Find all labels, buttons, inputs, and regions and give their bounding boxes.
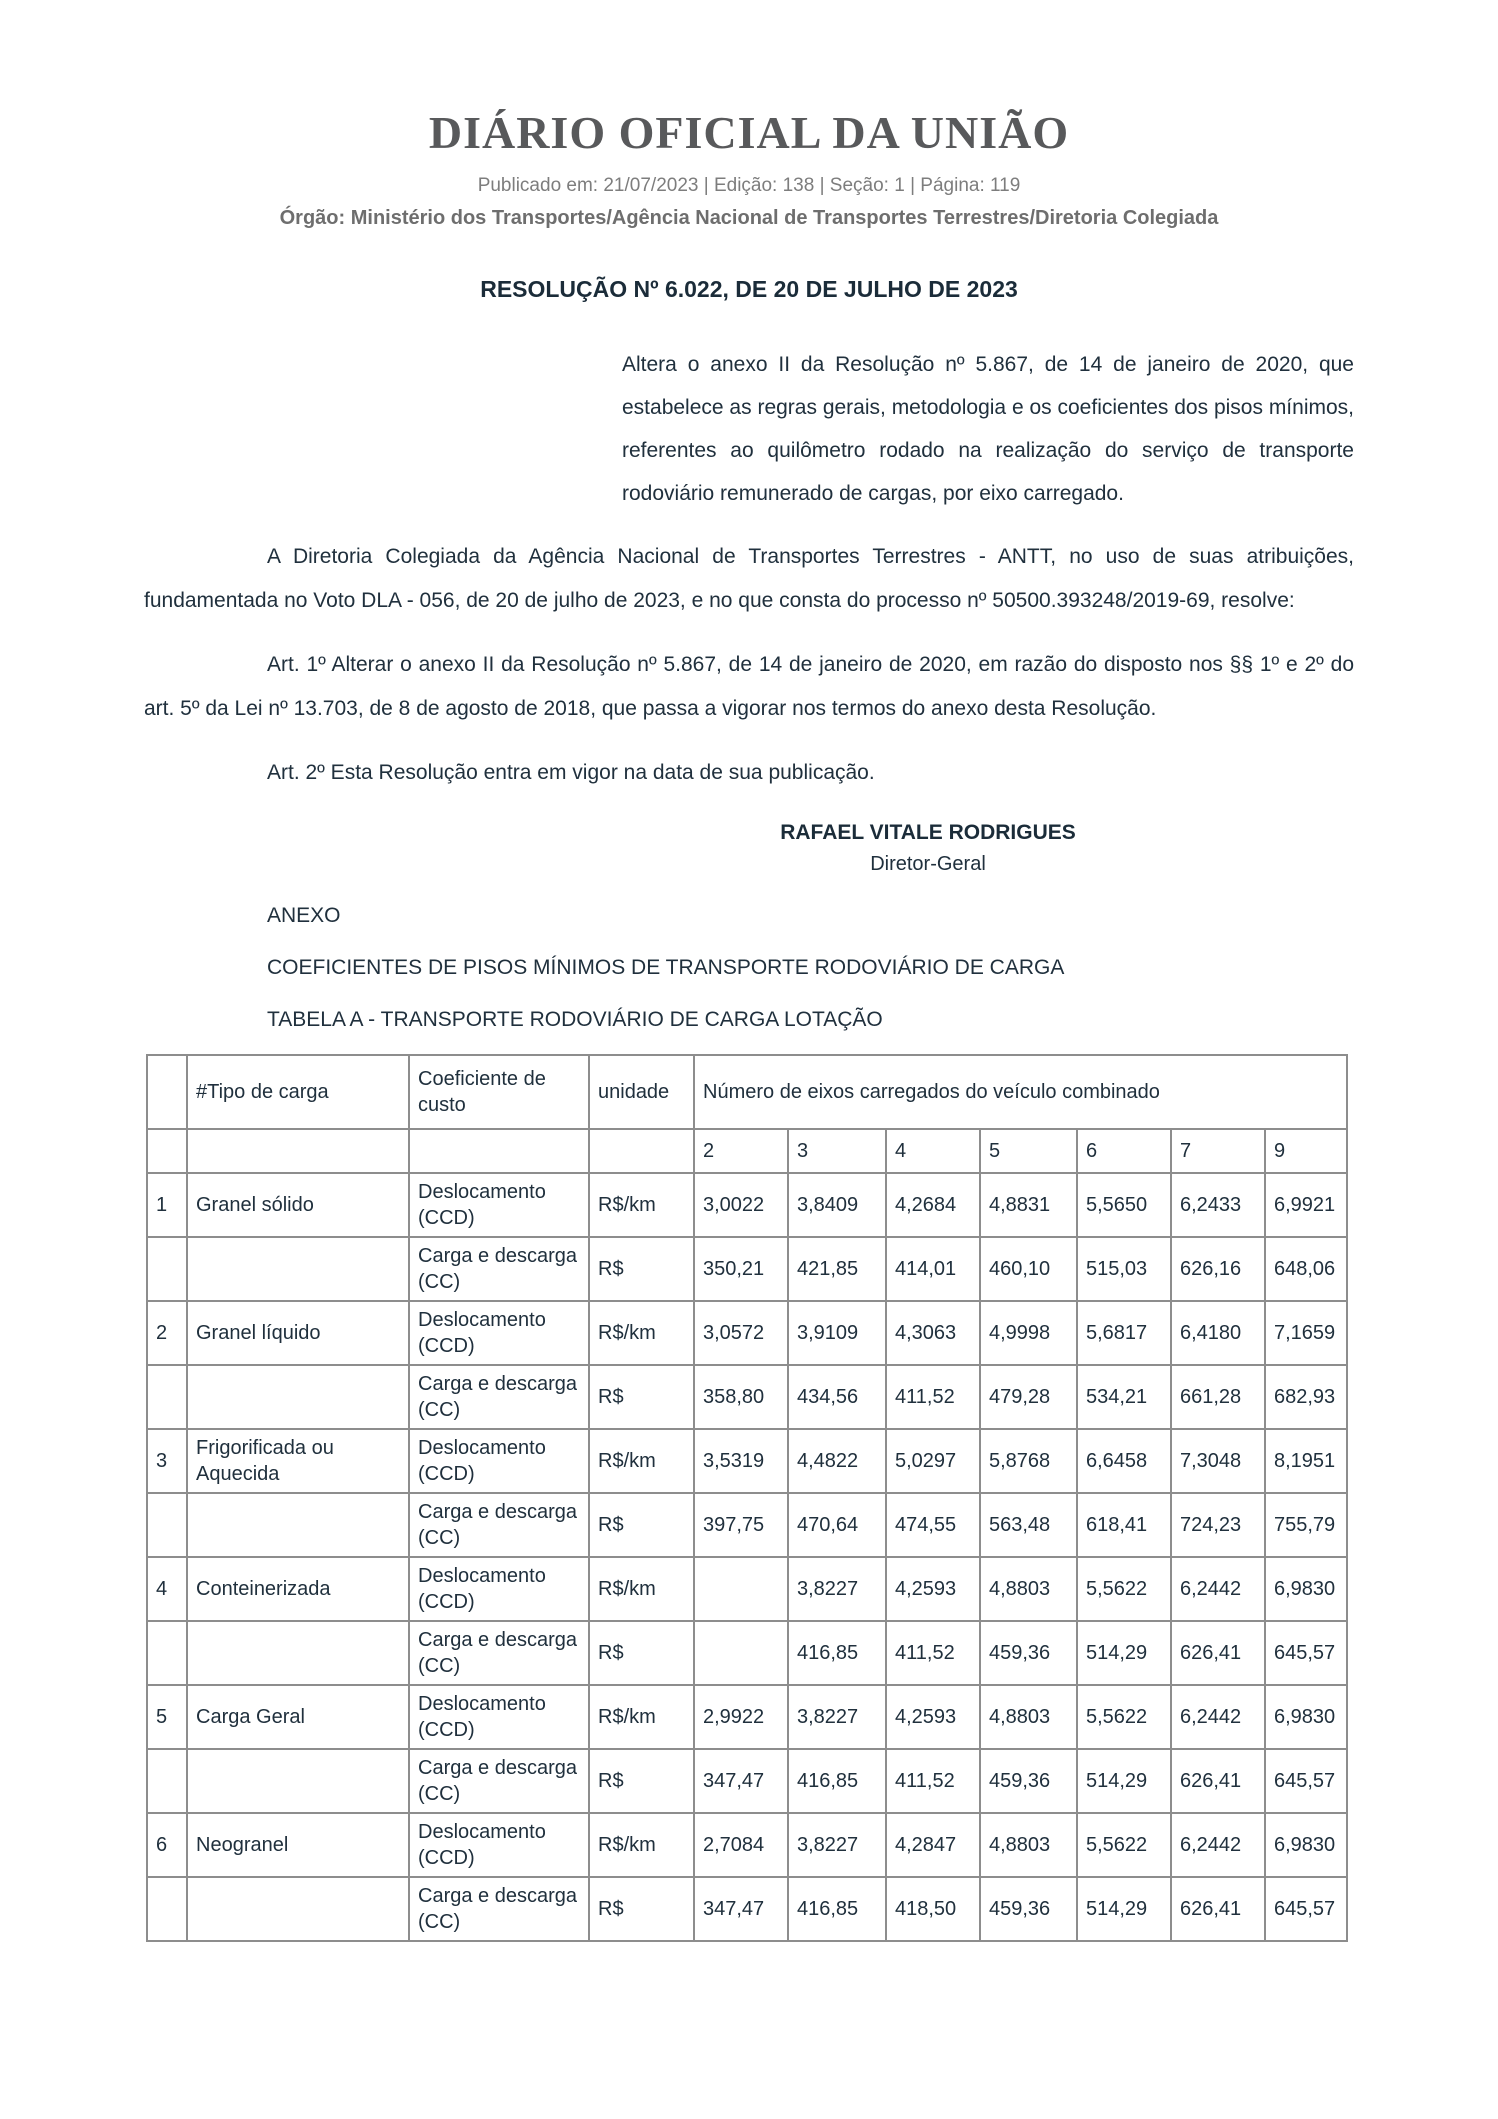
cell-value: 421,85 [788,1237,886,1301]
cell-value: 6,2433 [1171,1173,1265,1237]
cell-value: 3,8227 [788,1557,886,1621]
table-row [147,1749,1347,1813]
resolution-preamble: A Diretoria Colegiada da Agência Nacional de Transportes Terrestres - ANTT, no uso de suas atribuições, fundamentada no Voto DLA - 056, de 20 de julho de 2023, e no que consta do processo nº 50500.393248/2019-69, resolve: [144,545,1354,612]
cell-value: 4,4822 [788,1429,886,1493]
cell-value: 3,8227 [788,1685,886,1749]
cell-value: 661,28 [1171,1365,1265,1429]
resolution-article-1: Art. 1º Alterar o anexo II da Resolução nº 5.867, de 14 de janeiro de 2020, em razão do disposto nos §§ 1º e 2º do art. 5º da Lei nº 13.703, de 8 de agosto de 2018, que passa a vigorar nos termos do anexo desta Resolução. [144,653,1354,720]
axle-col-label: 7 [1171,1129,1265,1173]
cell-value: 416,85 [788,1877,886,1941]
cell-value: 6,9921 [1265,1173,1347,1237]
cell-value: 5,0297 [886,1429,980,1493]
cell-tipo-de-carga [187,1877,409,1941]
table-body [147,1055,1347,1941]
table-row [147,1813,1347,1877]
cell-value: 6,2442 [1171,1557,1265,1621]
cell-value: 3,9109 [788,1301,886,1365]
axle-cell-empty [589,1129,694,1173]
cell-value: 618,41 [1077,1493,1171,1557]
cell-value: 682,93 [1265,1365,1347,1429]
cell-coeficiente: Deslocamento (CCD) [409,1301,589,1365]
cell-value: 3,5319 [694,1429,788,1493]
cell-value: 4,9998 [980,1301,1077,1365]
cell-tipo-de-carga: Granel líquido [187,1301,409,1365]
cell-coeficiente: Carga e descarga (CC) [409,1621,589,1685]
cell-unidade: R$ [589,1877,694,1941]
table-row [147,1685,1347,1749]
cell-coeficiente: Carga e descarga (CC) [409,1877,589,1941]
cell-unidade: R$/km [589,1685,694,1749]
cell-row-number [147,1877,187,1941]
cell-value: 3,8409 [788,1173,886,1237]
cell-value: 358,80 [694,1365,788,1429]
axle-col-label: 3 [788,1129,886,1173]
cell-value: 5,5622 [1077,1557,1171,1621]
masthead [0,106,1498,230]
table-row [147,1365,1347,1429]
cell-value: 434,56 [788,1365,886,1429]
cell-value: 416,85 [788,1749,886,1813]
cell-value: 4,8831 [980,1173,1077,1237]
cell-value: 514,29 [1077,1877,1171,1941]
cell-value: 626,41 [1171,1749,1265,1813]
cell-value: 4,8803 [980,1813,1077,1877]
cell-value: 626,41 [1171,1877,1265,1941]
header-cell-unidade: unidade [589,1055,694,1129]
table-axles-row [147,1129,1347,1173]
cell-row-number [147,1749,187,1813]
cell-value: 416,85 [788,1621,886,1685]
cell-tipo-de-carga: Granel sólido [187,1173,409,1237]
cell-value [694,1621,788,1685]
cell-value: 4,8803 [980,1557,1077,1621]
resolution-epigraph: Altera o anexo II da Resolução nº 5.867, de 14 de janeiro de 2020, que estabelece as regras gerais, metodologia e os coeficientes dos pisos mínimos, referentes ao quilômetro rodado na realização do serviço de transporte rodoviário remunerado de cargas, por eixo carregado. [622,353,1354,505]
header-cell-eixos: Número de eixos carregados do veículo combinado [694,1055,1347,1129]
cell-value: 645,57 [1265,1621,1347,1685]
table-row [147,1173,1347,1237]
cell-coeficiente: Deslocamento (CCD) [409,1429,589,1493]
cell-value: 5,5622 [1077,1813,1171,1877]
cell-value: 514,29 [1077,1621,1171,1685]
coefficients-table [146,1054,1348,1942]
cell-value: 411,52 [886,1621,980,1685]
cell-value: 7,1659 [1265,1301,1347,1365]
resolution-title: RESOLUÇÃO Nº 6.022, DE 20 DE JULHO DE 2023 [480,276,1018,302]
cell-value: 347,47 [694,1749,788,1813]
cell-value: 5,5622 [1077,1685,1171,1749]
cell-unidade: R$ [589,1749,694,1813]
cell-coeficiente: Carga e descarga (CC) [409,1493,589,1557]
table-row [147,1301,1347,1365]
cell-value: 648,06 [1265,1237,1347,1301]
cell-coeficiente: Deslocamento (CCD) [409,1557,589,1621]
axle-col-label: 4 [886,1129,980,1173]
cell-value: 755,79 [1265,1493,1347,1557]
publication-meta: Publicado em: 21/07/2023 | Edição: 138 | Seção: 1 | Página: 119 [477,175,1021,196]
cell-row-number [147,1493,187,1557]
signature-name: RAFAEL VITALE RODRIGUES [780,821,1076,844]
cell-value: 626,16 [1171,1237,1265,1301]
cell-value: 6,4180 [1171,1301,1265,1365]
resolution-article-2: Art. 2º Esta Resolução entra em vigor na data de sua publicação. [267,761,875,784]
axle-col-label: 5 [980,1129,1077,1173]
cell-value: 534,21 [1077,1365,1171,1429]
annex-label: ANEXO [267,904,341,927]
cell-tipo-de-carga: Neogranel [187,1813,409,1877]
annex-subtitle: COEFICIENTES DE PISOS MÍNIMOS DE TRANSPORTE RODOVIÁRIO DE CARGA [267,956,1065,979]
cell-coeficiente: Deslocamento (CCD) [409,1173,589,1237]
cell-tipo-de-carga: Frigorificada ou Aquecida [187,1429,409,1493]
cell-value: 724,23 [1171,1493,1265,1557]
cell-value: 397,75 [694,1493,788,1557]
cell-value: 563,48 [980,1493,1077,1557]
signature-role: Diretor-Geral [870,853,986,875]
table-row [147,1429,1347,1493]
cell-unidade: R$ [589,1365,694,1429]
cell-value: 6,2442 [1171,1813,1265,1877]
cell-value: 474,55 [886,1493,980,1557]
cell-value: 411,52 [886,1749,980,1813]
cell-value: 470,64 [788,1493,886,1557]
cell-coeficiente: Deslocamento (CCD) [409,1685,589,1749]
cell-value: 6,9830 [1265,1685,1347,1749]
cell-value: 4,2684 [886,1173,980,1237]
cell-value: 6,9830 [1265,1557,1347,1621]
cell-unidade: R$/km [589,1557,694,1621]
document-content [144,276,1354,1942]
cell-coeficiente: Carga e descarga (CC) [409,1365,589,1429]
cell-value: 3,8227 [788,1813,886,1877]
cell-value: 4,2593 [886,1685,980,1749]
cell-tipo-de-carga [187,1493,409,1557]
cell-tipo-de-carga [187,1621,409,1685]
axle-col-label: 6 [1077,1129,1171,1173]
axle-col-label: 2 [694,1129,788,1173]
cell-row-number: 5 [147,1685,187,1749]
gazette-title: DIÁRIO OFICIAL DA UNIÃO [428,107,1070,158]
cell-value: 4,2847 [886,1813,980,1877]
cell-row-number: 3 [147,1429,187,1493]
cell-value: 6,6458 [1077,1429,1171,1493]
cell-value: 4,3063 [886,1301,980,1365]
cell-coeficiente: Carga e descarga (CC) [409,1749,589,1813]
cell-value: 5,5650 [1077,1173,1171,1237]
cell-unidade: R$/km [589,1173,694,1237]
table-row [147,1621,1347,1685]
cell-row-number [147,1621,187,1685]
cell-unidade: R$/km [589,1301,694,1365]
cell-value: 411,52 [886,1365,980,1429]
cell-row-number: 1 [147,1173,187,1237]
cell-value: 8,1951 [1265,1429,1347,1493]
cell-value: 514,29 [1077,1749,1171,1813]
cell-row-number [147,1365,187,1429]
cell-value: 2,7084 [694,1813,788,1877]
cell-value: 347,47 [694,1877,788,1941]
signature-block [678,821,1178,876]
cell-unidade: R$/km [589,1813,694,1877]
cell-tipo-de-carga: Conteinerizada [187,1557,409,1621]
table-row [147,1237,1347,1301]
cell-tipo-de-carga: Carga Geral [187,1685,409,1749]
cell-value: 2,9922 [694,1685,788,1749]
cell-value: 6,9830 [1265,1813,1347,1877]
cell-value: 5,8768 [980,1429,1077,1493]
cell-value: 479,28 [980,1365,1077,1429]
cell-unidade: R$ [589,1237,694,1301]
cell-value [694,1557,788,1621]
organ-line: Órgão: Ministério dos Transportes/Agência Nacional de Transportes Terrestres/Diretoria Colegiada [279,207,1219,229]
cell-coeficiente: Carga e descarga (CC) [409,1237,589,1301]
cell-value: 460,10 [980,1237,1077,1301]
axle-cell-empty [147,1129,187,1173]
table-row [147,1557,1347,1621]
cell-value: 645,57 [1265,1877,1347,1941]
cell-row-number: 2 [147,1301,187,1365]
cell-row-number: 4 [147,1557,187,1621]
cell-value: 5,6817 [1077,1301,1171,1365]
table-header-row [147,1055,1347,1129]
cell-value: 645,57 [1265,1749,1347,1813]
cell-coeficiente: Deslocamento (CCD) [409,1813,589,1877]
cell-value: 3,0572 [694,1301,788,1365]
cell-value: 626,41 [1171,1621,1265,1685]
header-cell-empty [147,1055,187,1129]
cell-value: 459,36 [980,1621,1077,1685]
cell-value: 418,50 [886,1877,980,1941]
annex-table-title: TABELA A - TRANSPORTE RODOVIÁRIO DE CARGA LOTAÇÃO [267,1008,883,1031]
axle-col-label: 9 [1265,1129,1347,1173]
cell-value: 515,03 [1077,1237,1171,1301]
cell-unidade: R$ [589,1621,694,1685]
cell-value: 4,2593 [886,1557,980,1621]
cell-value: 4,8803 [980,1685,1077,1749]
cell-value: 6,2442 [1171,1685,1265,1749]
table-row [147,1877,1347,1941]
cell-tipo-de-carga [187,1365,409,1429]
cell-value: 3,0022 [694,1173,788,1237]
cell-value: 459,36 [980,1749,1077,1813]
cell-unidade: R$/km [589,1429,694,1493]
cell-tipo-de-carga [187,1749,409,1813]
cell-unidade: R$ [589,1493,694,1557]
cell-tipo-de-carga [187,1237,409,1301]
table-row [147,1493,1347,1557]
header-cell-coeficiente: Coeficiente de custo [409,1055,589,1129]
axle-cell-empty [187,1129,409,1173]
cell-value: 414,01 [886,1237,980,1301]
header-cell-tipo: #Tipo de carga [187,1055,409,1129]
cell-value: 350,21 [694,1237,788,1301]
cell-row-number: 6 [147,1813,187,1877]
cell-value: 459,36 [980,1877,1077,1941]
axle-cell-empty [409,1129,589,1173]
cell-row-number [147,1237,187,1301]
cell-value: 7,3048 [1171,1429,1265,1493]
